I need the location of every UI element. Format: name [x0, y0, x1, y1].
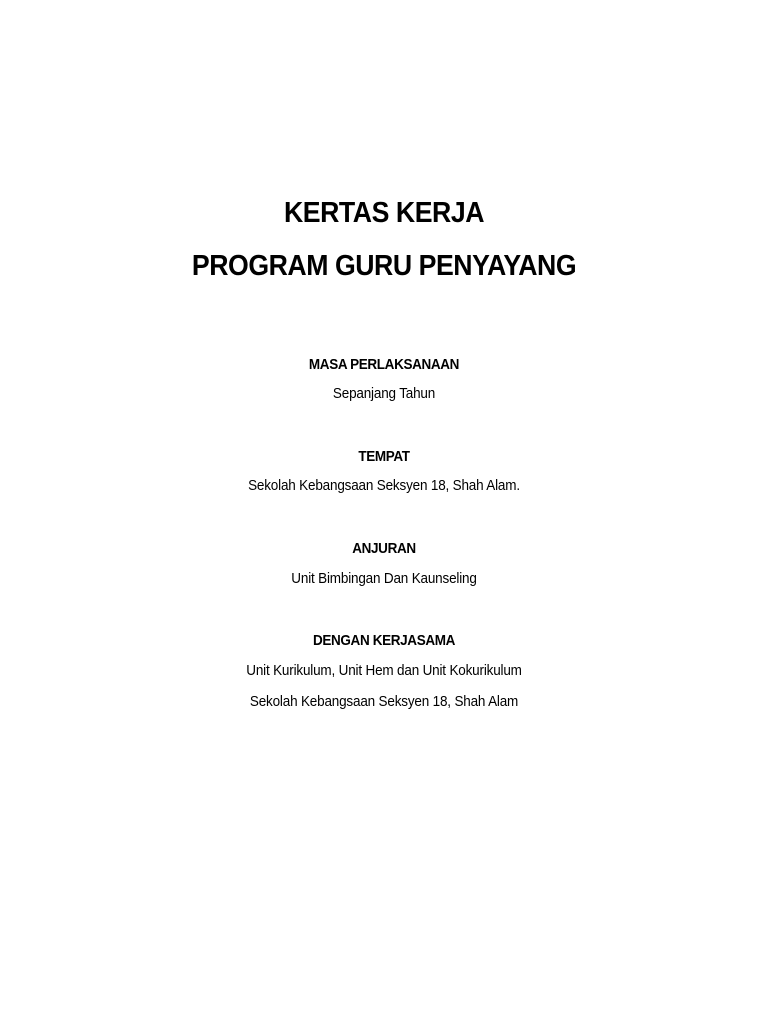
- section-detail-anjuran: Unit Bimbingan Dan Kaunseling: [291, 570, 477, 587]
- section-heading-anjuran: ANJURAN: [352, 540, 416, 557]
- section-heading-dengan-kerjasama: DENGAN KERJASAMA: [312, 632, 456, 649]
- section-detail-kerjasama-line-1: Unit Kurikulum, Unit Hem dan Unit Kokurikulum: [246, 662, 522, 679]
- section-heading-masa-perlaksanaan: MASA PERLAKSANAAN: [308, 356, 460, 373]
- section-heading-tempat: TEMPAT: [358, 448, 410, 465]
- section-detail-kerjasama-line-2: Sekolah Kebangsaan Seksyen 18, Shah Alam: [249, 693, 519, 710]
- section-detail-tempat: Sekolah Kebangsaan Seksyen 18, Shah Alam.: [248, 477, 520, 494]
- section-detail-masa-perlaksanaan: Sepanjang Tahun: [332, 385, 436, 402]
- document-title-line-1: KERTAS KERJA: [283, 197, 485, 229]
- document-title-line-2: PROGRAM GURU PENYAYANG: [191, 250, 577, 282]
